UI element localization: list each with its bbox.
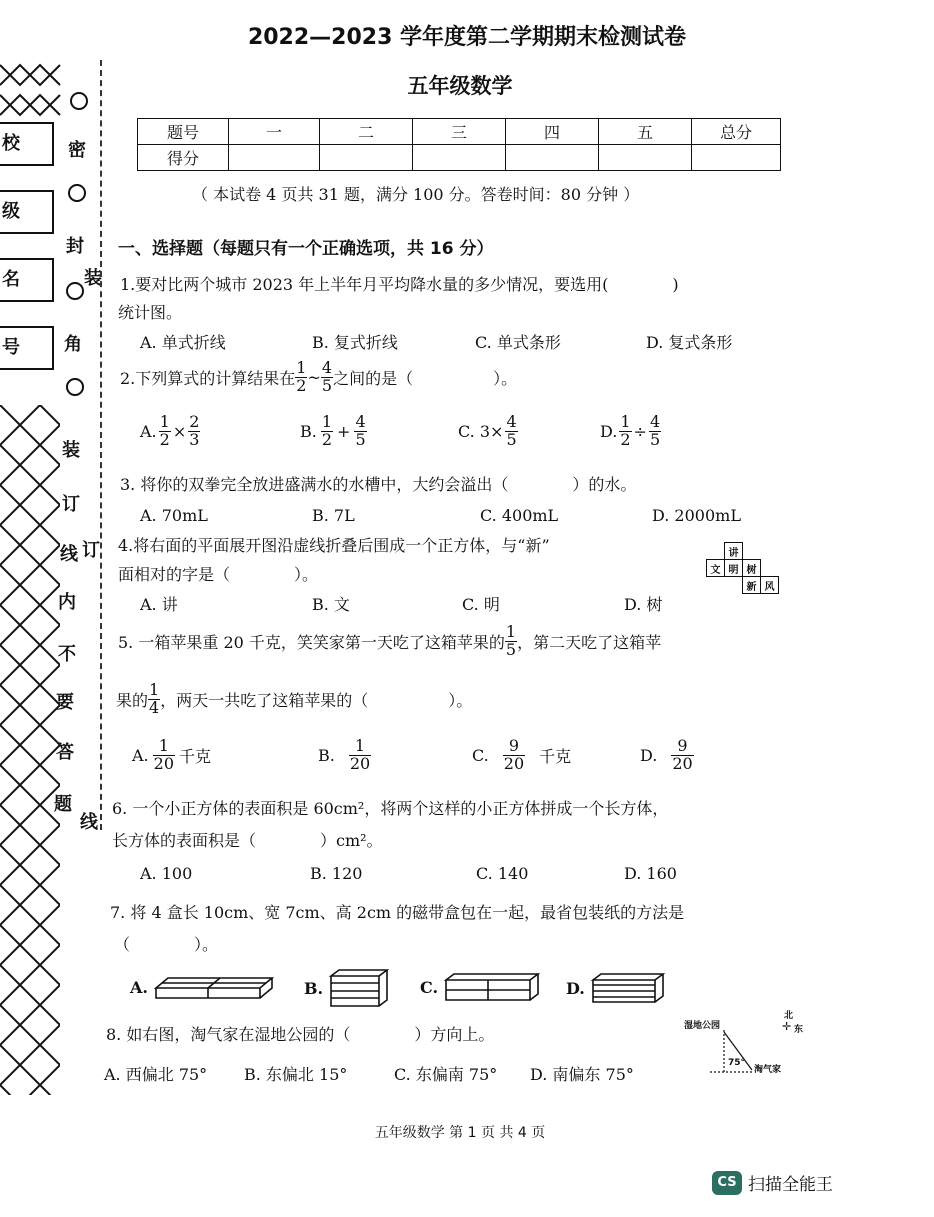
seal-char: 封 [66, 236, 84, 257]
option-c[interactable]: C. 东偏南 75° [394, 1065, 498, 1084]
fraction [295, 360, 307, 395]
numerator: 4 [355, 412, 366, 431]
q5-line1-suffix: ，第二天吃了这箱苹 [517, 632, 662, 652]
q5-line1-prefix: 5. 一箱苹果重 20 千克，笑笑家第一天吃了这箱苹果的 [118, 632, 505, 652]
option-b[interactable]: B. 7L [312, 506, 355, 525]
park-label: 湿地公园 [684, 1021, 721, 1031]
operator: × [172, 421, 187, 441]
question-4: 4.将右面的平面展开图沿虚线折叠后围成一个正方体，与“新” [118, 536, 550, 555]
score-header-row [138, 119, 781, 145]
angle-label: 75° [728, 1058, 746, 1068]
page-footer: 五年级数学 第 1 页 共 4 页 [374, 1125, 546, 1141]
option-label: C. [472, 745, 489, 765]
question-1-line2: 统计图。 [118, 303, 183, 322]
score-value-row [138, 145, 781, 171]
score-input[interactable] [413, 145, 506, 171]
numerator: 9 [677, 736, 688, 755]
notice-char: 装 [62, 440, 80, 461]
question-1: 1.要对比两个城市 2023 年上半年月平均降水量的多少情况，要选用( ) [120, 275, 679, 294]
score-cell: 一 [229, 119, 320, 145]
option-b[interactable]: B. 复式折线 [312, 333, 398, 352]
numerator: 4 [321, 358, 333, 377]
compass-icon: ✛ [782, 1020, 792, 1033]
numerator: 1 [505, 622, 517, 641]
home-label: 淘气家 [754, 1065, 782, 1075]
denominator: 2 [296, 375, 307, 395]
score-cell: 三 [413, 119, 506, 145]
camscanner-logo-icon: CS [712, 1171, 742, 1195]
numerator: 1 [321, 412, 333, 431]
option-label: A. [130, 977, 148, 997]
fraction [505, 414, 517, 449]
q2-prefix: 2.下列算式的计算结果在 [120, 368, 296, 388]
question-3: 3. 将你的双拳完全放进盛满水的水槽中，大约会溢出（ ）的水。 [120, 475, 637, 494]
option-b[interactable] [318, 738, 371, 773]
option-c[interactable] [472, 738, 571, 773]
notice-char: 题 [54, 794, 72, 815]
net-cell: 新 [743, 577, 761, 594]
option-a[interactable]: A. 单式折线 [140, 333, 226, 352]
binding-circle [68, 184, 86, 202]
cube-net-figure [706, 542, 779, 594]
option-a[interactable]: A. 讲 [140, 595, 178, 614]
q5-line2-suffix: ，两天一共吃了这箱苹果的（ ）。 [160, 690, 473, 710]
fraction [671, 738, 693, 773]
notice-char: 要 [56, 692, 74, 713]
denominator: 20 [503, 753, 525, 773]
notice-char: 内 [58, 592, 76, 613]
scanner-watermark [712, 1170, 833, 1195]
fraction [188, 414, 200, 449]
option-d[interactable]: D. 复式条形 [646, 333, 733, 352]
notice-char: 答 [56, 742, 74, 763]
north-label: 北 [784, 1011, 794, 1021]
denominator: 5 [355, 429, 366, 449]
question-5-line2 [116, 682, 472, 717]
seal-char: 角 [64, 334, 82, 355]
fraction [503, 738, 525, 773]
q5-line2-prefix: 果的 [116, 690, 149, 710]
numerator: 4 [506, 412, 517, 431]
numerator: 1 [354, 736, 366, 755]
fraction [619, 414, 631, 449]
fraction [649, 414, 661, 449]
denominator: 5 [321, 375, 333, 395]
option-c[interactable]: C. 140 [476, 864, 529, 883]
numerator: 1 [159, 412, 170, 431]
fraction [354, 414, 366, 449]
score-input[interactable] [320, 145, 413, 171]
score-cell: 总分 [692, 119, 781, 145]
question-7-line2: （ ）。 [114, 935, 219, 954]
question-6: 6. 一个小正方体的表面积是 60cm²，将两个这样的小正方体拼成一个长方体， [112, 799, 669, 818]
option-b[interactable]: B. 120 [310, 864, 363, 883]
option-d[interactable] [566, 972, 665, 1004]
option-label: B. [304, 978, 324, 998]
net-cell: 风 [761, 577, 779, 594]
fraction [349, 738, 371, 773]
denominator: 20 [672, 753, 693, 773]
net-cell: 树 [743, 560, 761, 577]
box-arrangement-c [444, 972, 540, 1002]
score-input[interactable] [229, 145, 320, 171]
question-4-line2: 面相对的字是（ ）。 [118, 565, 319, 584]
binding-circle [66, 378, 84, 396]
question-6-line2: 长方体的表面积是（ ）cm²。 [112, 831, 383, 850]
denominator: 2 [620, 429, 631, 449]
option-c[interactable] [420, 972, 540, 1002]
option-label: A. [140, 421, 157, 441]
option-label: B. [318, 745, 335, 765]
option-label: B. [300, 421, 317, 441]
denominator: 20 [349, 753, 371, 773]
option-b[interactable] [304, 968, 389, 1008]
net-cell: 明 [725, 560, 743, 577]
fraction [148, 682, 160, 717]
numerator: 1 [296, 358, 307, 377]
option-d[interactable]: D. 树 [624, 595, 663, 614]
option-c[interactable]: C. 400mL [480, 506, 559, 525]
option-unit: 千克 [179, 746, 212, 766]
exam-title: 2022—2023 学年度第二学期期末检测试卷 [247, 25, 687, 50]
box-arrangement-b [329, 968, 389, 1008]
watermark-text: 扫描全能王 [748, 1175, 833, 1195]
denominator: 20 [153, 753, 174, 773]
east-label: 东 [794, 1025, 804, 1035]
net-cell: 文 [707, 560, 725, 577]
denominator: 3 [189, 429, 200, 449]
option-b[interactable]: B. 文 [312, 595, 350, 614]
option-a[interactable]: A. 100 [140, 864, 193, 883]
denominator: 5 [649, 429, 661, 449]
q2-tilde: ~ [307, 367, 321, 387]
option-b[interactable] [300, 414, 367, 449]
score-cell: 题号 [138, 119, 229, 145]
question-5 [118, 624, 661, 659]
question-8: 8. 如右图，淘气家在湿地公园的（ ）方向上。 [106, 1025, 495, 1044]
school-field: 校 [0, 122, 54, 166]
option-d[interactable] [600, 414, 661, 449]
binding-line-char: 订 [82, 540, 100, 561]
denominator: 5 [506, 429, 517, 449]
option-c[interactable] [458, 414, 518, 449]
option-a[interactable] [130, 974, 274, 1000]
option-b[interactable]: B. 东偏北 15° [244, 1065, 348, 1084]
denominator: 2 [321, 429, 333, 449]
question-2 [120, 360, 517, 395]
notice-char: 订 [62, 494, 80, 515]
binding-dashed-line [100, 60, 102, 830]
notice-char: 线 [60, 544, 78, 565]
option-label: C. [420, 977, 439, 997]
option-d[interactable]: D. 2000mL [652, 506, 741, 525]
score-input[interactable] [506, 145, 599, 171]
operator: + [337, 421, 351, 441]
question-7: 7. 将 4 盒长 10cm、宽 7cm、高 2cm 的磁带盒包在一起，最省包装纸的方法是 [110, 903, 685, 922]
section-title: 一、选择题（每题只有一个正确选项，共 16 分） [118, 239, 494, 259]
score-cell: 四 [506, 119, 599, 145]
fraction [153, 738, 175, 773]
q2-suffix: 之间的是（ ）。 [333, 368, 518, 388]
option-a[interactable] [132, 738, 211, 773]
numerator: 2 [189, 412, 200, 431]
seal-char: 密 [68, 140, 86, 161]
box-arrangement-a [154, 974, 274, 1000]
numerator: 1 [158, 736, 169, 755]
option-label: A. [132, 745, 149, 765]
exam-note: （ 本试卷 4 页共 31 题，满分 100 分。答卷时间：80 分钟 ） [192, 185, 640, 204]
option-label: C. 3× [458, 421, 504, 441]
fraction [321, 414, 333, 449]
score-cell: 二 [320, 119, 413, 145]
option-a[interactable]: A. 西偏北 75° [104, 1065, 208, 1084]
numerator: 1 [620, 412, 631, 431]
option-d[interactable] [640, 738, 694, 773]
numerator: 4 [649, 412, 661, 431]
option-d[interactable]: D. 160 [624, 864, 677, 883]
direction-lines [680, 1008, 812, 1078]
denominator: 5 [505, 639, 517, 659]
option-label: D. [600, 421, 618, 441]
option-c[interactable]: C. 单式条形 [475, 333, 561, 352]
direction-figure [680, 1008, 812, 1078]
class-field: 级 [0, 190, 54, 234]
denominator: 4 [149, 697, 160, 717]
option-unit: 千克 [539, 746, 572, 766]
net-cell: 讲 [725, 543, 743, 560]
numerator: 1 [149, 680, 160, 699]
option-d[interactable]: D. 南偏东 75° [530, 1065, 634, 1084]
binding-strip [0, 0, 100, 1217]
name-field: 名 [0, 258, 54, 302]
exam-subtitle: 五年级数学 [407, 74, 513, 98]
score-cell: 得分 [138, 145, 229, 171]
numerator: 9 [508, 736, 520, 755]
score-cell: 五 [599, 119, 692, 145]
option-a[interactable]: A. 70mL [140, 506, 208, 525]
fraction [505, 624, 517, 659]
binding-line-char: 装 [84, 268, 102, 289]
x-pattern-bottom [0, 405, 60, 1095]
score-input[interactable] [599, 145, 692, 171]
option-label: D. [640, 745, 658, 765]
notice-char: 不 [58, 644, 76, 665]
fraction [321, 360, 333, 395]
box-arrangement-d [591, 972, 665, 1004]
number-field: 号 [0, 326, 54, 370]
score-table [137, 118, 781, 171]
operator: ÷ [633, 421, 647, 441]
option-label: D. [566, 978, 585, 998]
option-c[interactable]: C. 明 [462, 595, 500, 614]
option-a[interactable] [140, 414, 200, 449]
binding-circle [66, 282, 84, 300]
denominator: 2 [159, 429, 170, 449]
fraction [159, 414, 171, 449]
binding-line-char: 线 [80, 812, 98, 833]
score-input[interactable] [692, 145, 781, 171]
